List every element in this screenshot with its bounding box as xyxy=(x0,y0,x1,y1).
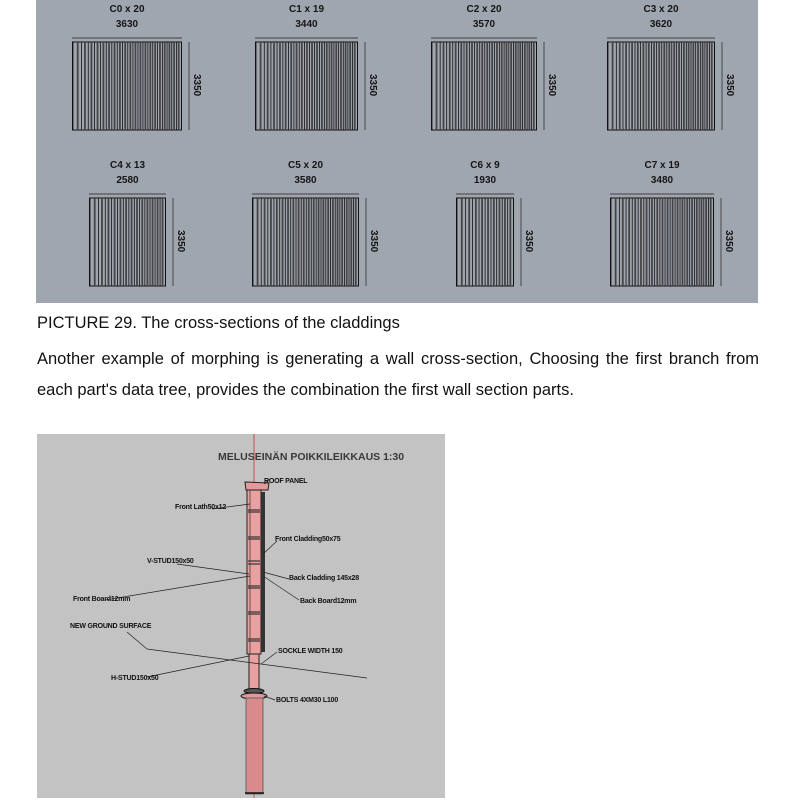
panel-height-dimension: 3350 xyxy=(523,230,534,253)
label-front-lath: Front Lath50x12 xyxy=(175,504,227,511)
panel-label: C6 x 9 xyxy=(470,160,500,171)
panel-width-dimension: 3620 xyxy=(649,19,673,30)
panel-width-dimension: 3440 xyxy=(295,19,318,30)
body-paragraph: Another example of morphing is generating a wall cross-section, Choosing the first branch from each part's data tree, provides the combination the first wall section parts. xyxy=(37,350,759,399)
panel-height-dimension: 3350 xyxy=(723,230,734,253)
wall-body xyxy=(247,490,261,654)
label-back-board: Back Board12mm xyxy=(300,598,357,605)
sockle-shape xyxy=(249,654,259,689)
cladding-drawing xyxy=(89,190,180,292)
label-roof-panel: ROOF PANEL xyxy=(264,478,308,485)
foundation-pile xyxy=(246,698,263,794)
wall-cross-section-figure xyxy=(37,434,445,798)
cladding-drawing xyxy=(252,190,373,292)
panel-width-dimension: 1930 xyxy=(473,175,497,186)
panel-label: C5 x 20 xyxy=(287,160,324,171)
cladding-panel xyxy=(456,160,534,288)
panel-height-dimension: 3350 xyxy=(724,74,735,97)
cladding-panel xyxy=(610,160,734,288)
cladding-panel xyxy=(607,4,735,132)
cladding-drawing xyxy=(431,34,551,136)
label-front-cladding: Front Cladding50x75 xyxy=(275,536,341,543)
cladding-drawing xyxy=(255,34,372,136)
leader-lines xyxy=(105,479,367,700)
cladding-panel xyxy=(431,4,557,132)
cladding-drawing xyxy=(456,190,528,292)
cross-section-drawing xyxy=(37,434,445,798)
label-front-board: Front Board12mm xyxy=(73,596,131,603)
cladding-drawing xyxy=(610,190,728,292)
label-h-stud: H-STUD150x50 xyxy=(111,675,159,682)
panel-label: C0 x 20 xyxy=(109,4,145,15)
panel-height-dimension: 3350 xyxy=(367,74,378,97)
cladding-panel xyxy=(72,4,202,132)
label-new-ground-surface: NEW GROUND SURFACE xyxy=(70,623,152,630)
cladding-drawing xyxy=(72,34,196,136)
panel-label: C1 x 19 xyxy=(288,4,325,15)
cladding-panel xyxy=(89,160,186,288)
panel-label: C4 x 13 xyxy=(109,160,146,171)
panel-width-dimension: 3630 xyxy=(115,19,139,30)
panel-width-dimension: 2580 xyxy=(116,175,139,186)
panel-label: C7 x 19 xyxy=(644,160,680,171)
panel-label: C3 x 20 xyxy=(643,4,679,15)
label-back-cladding: Back Cladding 145x28 xyxy=(289,575,359,582)
cladding-drawing xyxy=(607,34,729,136)
panel-width-dimension: 3580 xyxy=(294,175,317,186)
label-v-stud: V-STUD150x50 xyxy=(147,558,194,565)
claddings-figure xyxy=(36,0,758,303)
label-bolts: BOLTS 4XM30 L100 xyxy=(276,697,339,704)
panel-height-dimension: 3350 xyxy=(191,74,202,97)
cross-section-title: MELUSEINÄN POIKKILEIKKAUS 1:30 xyxy=(218,451,405,463)
panel-label: C2 x 20 xyxy=(466,4,502,15)
panel-height-dimension: 3350 xyxy=(368,230,379,253)
label-sockle-width: SOCKLE WIDTH 150 xyxy=(278,648,343,655)
cladding-panel xyxy=(255,4,378,132)
figure-caption: PICTURE 29. The cross-sections of the claddings xyxy=(37,314,400,332)
panel-width-dimension: 3480 xyxy=(650,175,674,186)
panel-height-dimension: 3350 xyxy=(175,230,186,253)
panel-height-dimension: 3350 xyxy=(546,74,557,97)
panel-width-dimension: 3570 xyxy=(472,19,496,30)
cladding-panel xyxy=(252,160,379,288)
